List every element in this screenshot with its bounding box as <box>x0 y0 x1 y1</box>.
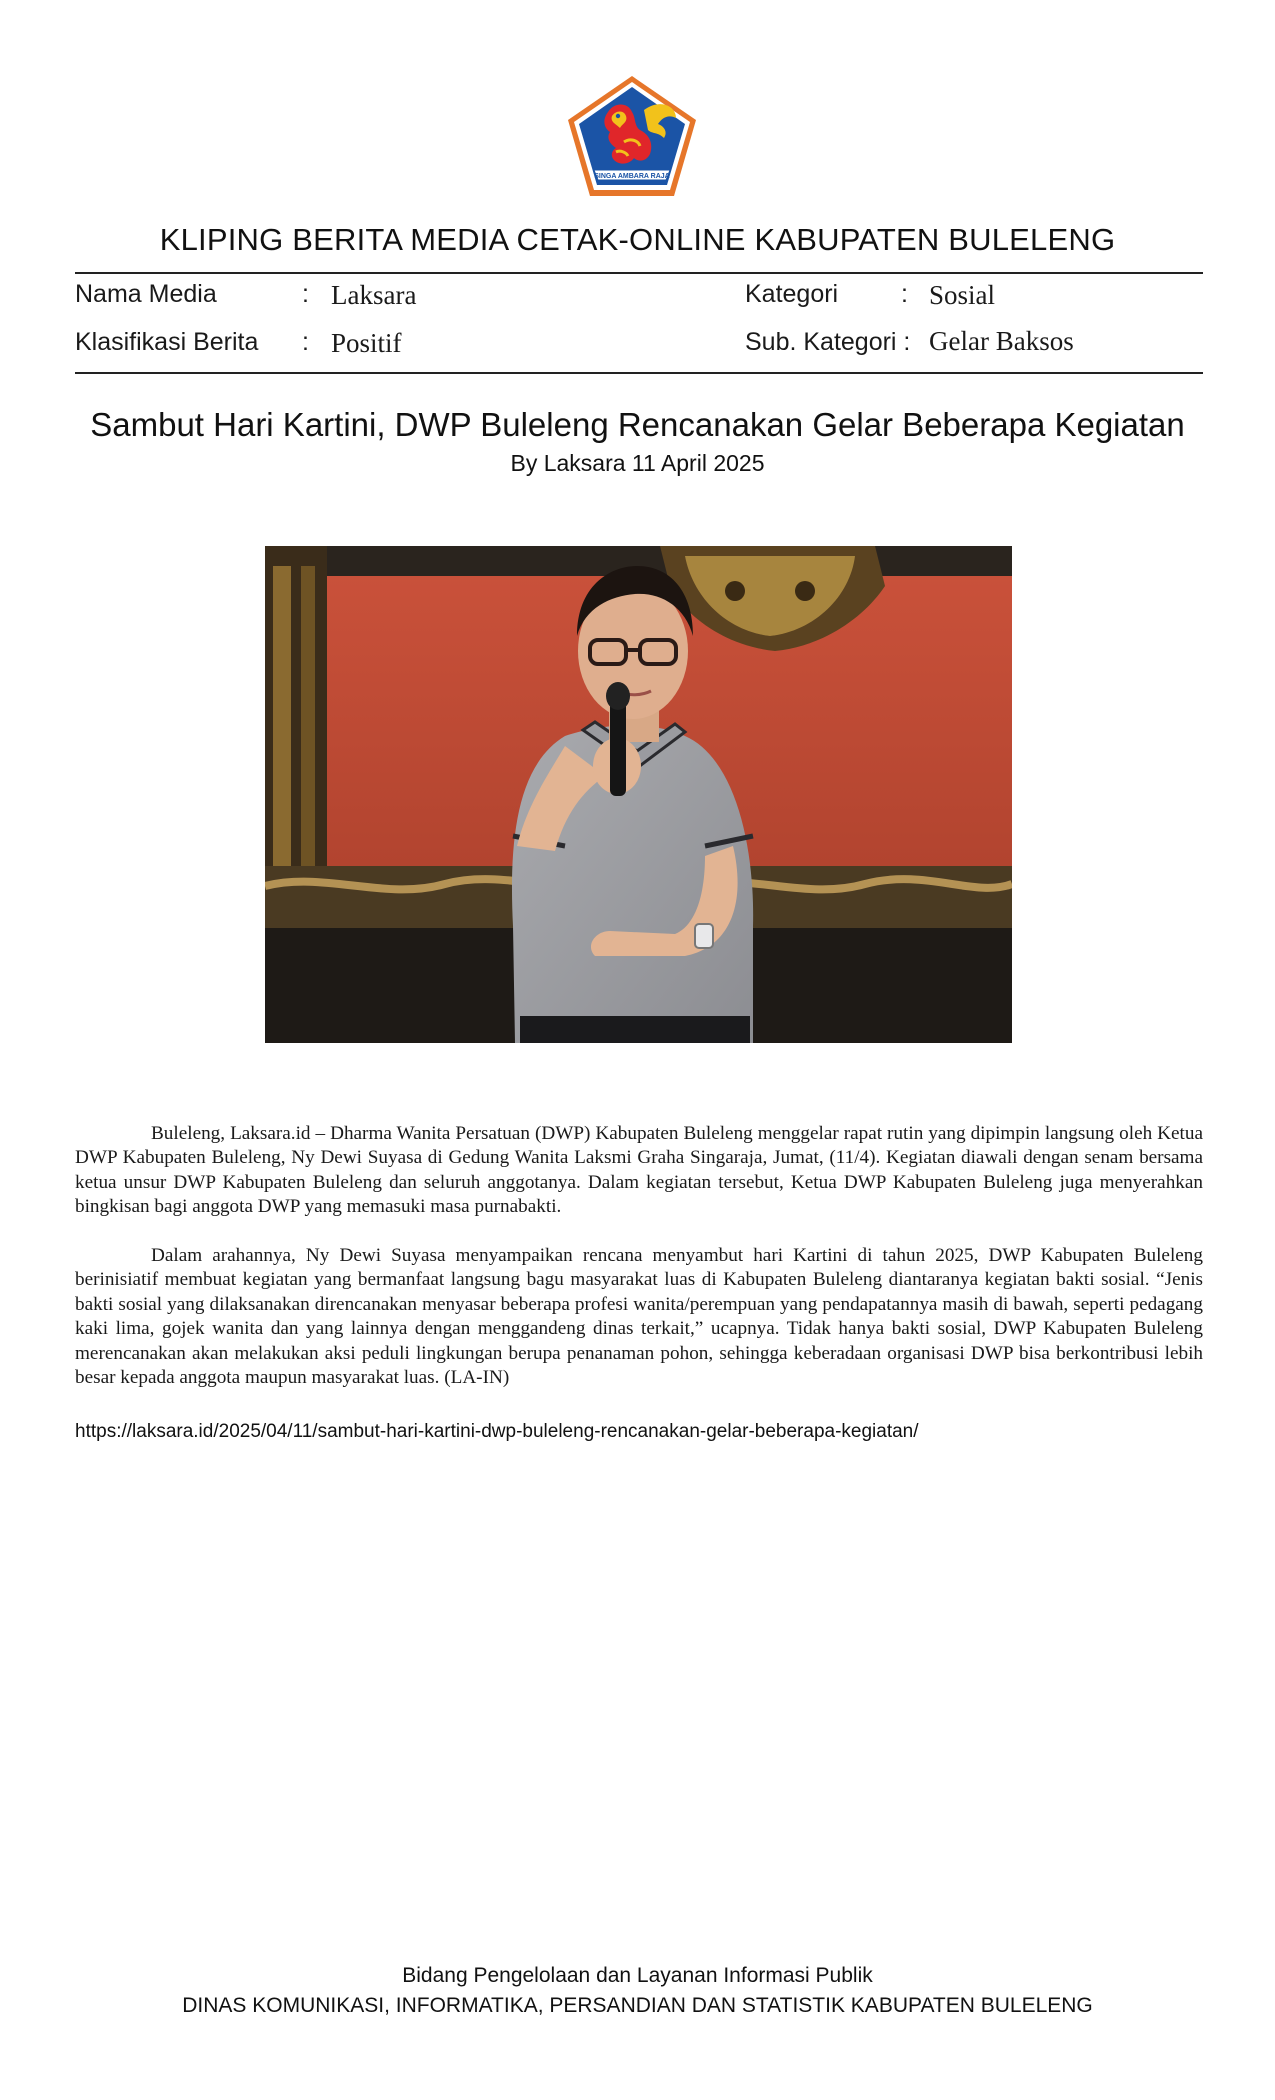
article-paragraph: Dalam arahannya, Ny Dewi Suyasa menyampaikan rencana menyambut hari Kartini di tahun 2025, DWP Kabupaten Buleleng berinisiatif membuat kegiatan yang bermanfaat langsung bagu masyarakat luas di Kabupaten Buleleng diantaranya kegiatan bakti sosial. “Jenis bakti sosial yang dilaksanakan direncanakan menyasar beberapa profesi wanita/perempuan yang pendapatannya masih di bawah, seperti pedagang kaki lima, gojek wanita dan yang lainnya dengan menggandeng dinas terkait,” ucapnya. Tidak hanya bakti sosial, DWP Kabupaten Buleleng merencanakan akan melakukan aksi peduli lingkungan berupa penanaman pohon, sehingga keberadaan organisasi DWP bisa berkontribusi lebih besar kepada anggota maupun masyarakat luas. (LA-IN) <box>75 1245 1203 1389</box>
speaker-photo-icon <box>265 546 1012 1043</box>
subkategori-label: Sub. Kategori : <box>745 328 911 356</box>
kategori-value: Sosial <box>929 280 996 310</box>
emblem-icon <box>564 72 700 200</box>
kategori-colon: : <box>901 280 908 308</box>
klasifikasi-colon: : <box>302 328 309 356</box>
footer-agency: DINAS KOMUNIKASI, INFORMATIKA, PERSANDIAN DAN STATISTIK KABUPATEN BULELENG <box>182 1994 1093 2017</box>
header-divider-top <box>75 272 1203 274</box>
kategori-label: Kategori <box>745 280 839 308</box>
article-body <box>75 1122 1203 1415</box>
subkategori-value: Gelar Baksos <box>929 326 1074 356</box>
klasifikasi-value: Positif <box>331 328 402 358</box>
document-title: KLIPING BERITA MEDIA CETAK-ONLINE KABUPATEN BULELENG <box>159 222 1116 257</box>
article-paragraph: Buleleng, Laksara.id – Dharma Wanita Persatuan (DWP) Kabupaten Buleleng menggelar rapat rutin yang dipimpin langsung oleh Ketua DWP Kabupaten Buleleng, Ny Dewi Suyasa di Gedung Wanita Laksmi Graha Singaraja, Jumat, (11/4). Kegiatan diawali dengan senam bersama ketua unsur DWP Kabupaten Buleleng dan seluruh anggotanya. Dalam kegiatan tersebut, Ketua DWP Kabupaten Buleleng juga menyerahkan bingkisan bagi anggota DWP yang memasuki masa purnabakti. <box>75 1123 1203 1218</box>
klasifikasi-label: Klasifikasi Berita <box>75 328 259 356</box>
media-colon: : <box>302 280 309 308</box>
article-photo <box>265 546 1012 1043</box>
header-divider-bottom <box>75 372 1203 374</box>
kabupaten-buleleng-logo <box>564 72 700 200</box>
footer-department: Bidang Pengelolaan dan Layanan Informasi Publik <box>402 1964 873 1987</box>
article-headline: Sambut Hari Kartini, DWP Buleleng Rencanakan Gelar Beberapa Kegiatan <box>90 406 1185 443</box>
svg-text:SINGA AMBARA RAJA: SINGA AMBARA RAJA <box>594 173 670 180</box>
article-byline: By Laksara 11 April 2025 <box>510 450 765 476</box>
source-url-link[interactable]: https://laksara.id/2025/04/11/sambut-hari-kartini-dwp-buleleng-rencanakan-gelar-beberapa-kegiatan/ <box>75 1421 919 1442</box>
media-value: Laksara <box>331 280 417 310</box>
media-label: Nama Media <box>75 280 217 308</box>
